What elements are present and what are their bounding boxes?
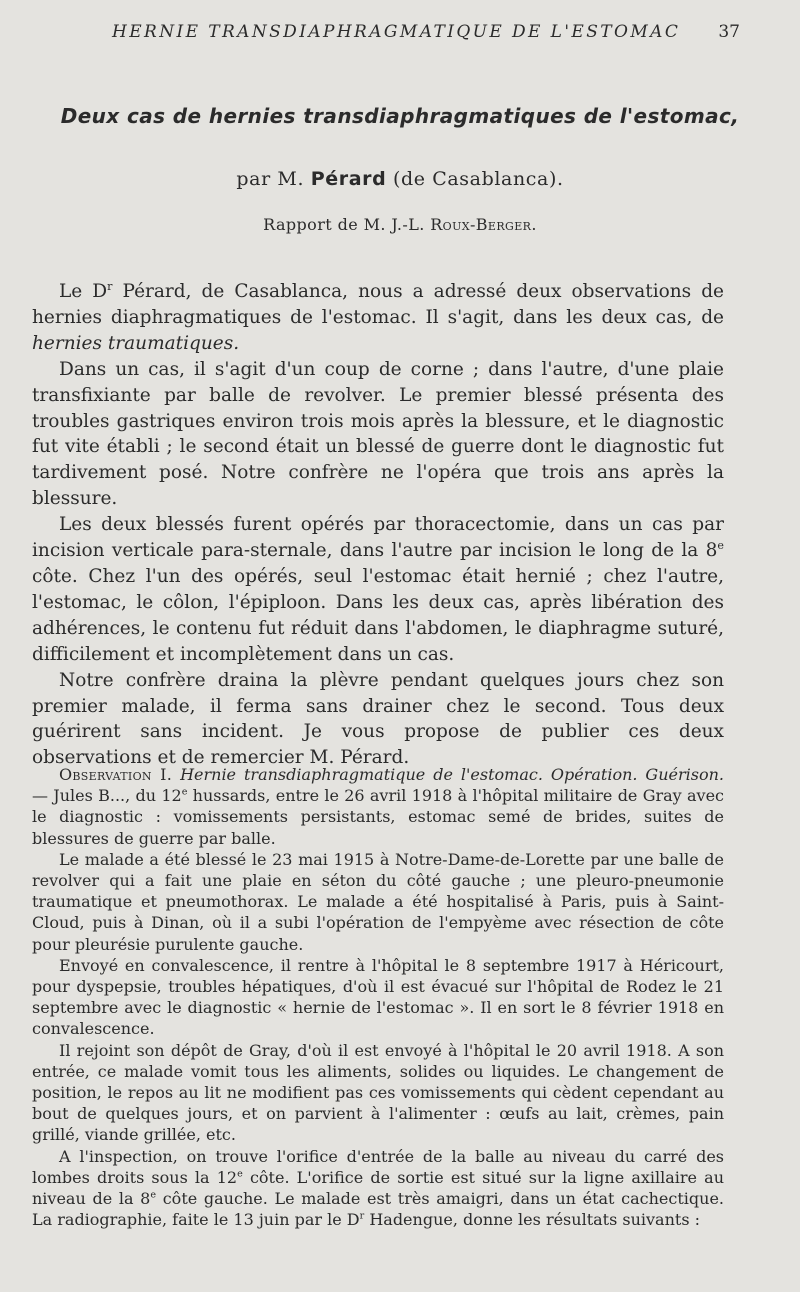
report-name: Roux-Berger. bbox=[430, 215, 537, 234]
observation-section bbox=[32, 764, 724, 1230]
page-number: 37 bbox=[718, 22, 740, 42]
paragraph: Les deux blessés furent opérés par thoracectomie, dans un cas par incision verticale para-sternale, dans l'autre par incision le long de la 8e côte. Chez l'un des opérés, seul l'estomac était hernié ; chez l'autre, l'estomac, le côlon, l'épiploon. Dans les deux cas, après libération des adhérences, le contenu fut réduit dans l'abdomen, le diaphragme suturé, difficilement et incomplètement dans un cas. bbox=[32, 514, 724, 665]
byline-author: Pérard bbox=[310, 168, 387, 190]
byline-suffix: (de Casablanca). bbox=[392, 168, 564, 190]
observation-paragraph: Envoyé en convalescence, il rentre à l'hôpital le 8 septembre 1917 à Héricourt, pour dyspepsie, troubles hépatiques, d'où il est évacué sur l'hôpital de Rodez le 21 septembre avec le diagnostic « hernie de l'estomac ». Il en sort le 8 février 1918 en convalescence. bbox=[32, 955, 724, 1039]
observation-heading: Observation I. bbox=[59, 765, 173, 784]
running-head bbox=[60, 22, 740, 42]
byline-prefix: par M. bbox=[236, 168, 305, 190]
report-line bbox=[0, 215, 800, 234]
observation-paragraph: Observation I. Hernie transdiaphragmatique de l'estomac. Opération. Guérison. — Jules B..., du 12e hussards, entre le 26 avril 1918 à l'hôpital militaire de Gray avec le diagnostic : vomissements persistants, estomac semé de brides, suites de blessures de guerre par balle. bbox=[32, 765, 724, 848]
report-prefix: Rapport de M. J.-L. bbox=[263, 215, 425, 234]
paragraph: Le $D^r$ Pérard, de Casablanca, nous a adressé deux observations de hernies diaphragmatiques de l'estomac. Il s'agit, dans les deux cas, de hernies traumatiques. bbox=[32, 279, 724, 354]
paragraph: Notre confrère draina la plèvre pendant quelques jours chez son premier malade, il ferma sans drainer chez le second. Tous deux guérirent sans incident. Je vous propose de publier ces deux observations et de remercier M. Pérard. bbox=[32, 669, 724, 769]
observation-title: Hernie transdiaphragmatique de l'estomac. Opération. Guérison. bbox=[180, 765, 724, 784]
byline bbox=[0, 168, 800, 190]
observation-paragraph: Il rejoint son dépôt de Gray, d'où il est envoyé à l'hôpital le 20 avril 1918. A son entrée, ce malade vomit tous les aliments, solides ou liquides. Le changement de position, le repos au lit ne modifient pas ces vomissements qui cèdent cependant au bout de quelques jours, et on parvient à l'alimenter : œufs au lait, crèmes, pain grillé, viande grillée, etc. bbox=[32, 1040, 724, 1145]
report-body bbox=[32, 279, 724, 771]
observation-paragraph: Le malade a été blessé le 23 mai 1915 à Notre-Dame-de-Lorette par une balle de revolver qui a fait une plaie en séton du côté gauche ; une pleuro-pneumonie traumatique et pneumothorax. Le malade a été hospitalisé à Paris, puis à Saint-Cloud, puis à Dinan, où il a subi l'opération de l'empyème avec résection de côte pour pleurésie purulente gauche. bbox=[32, 849, 724, 954]
article-title: Deux cas de hernies transdiaphragmatiques de l'estomac, bbox=[60, 104, 740, 128]
paragraph: Dans un cas, il s'agit d'un coup de corne ; dans l'autre, d'une plaie transfixiante par balle de revolver. Le premier blessé présenta des troubles gastriques environ trois mois après la blessure, et le diagnostic fut vite établi ; le second était un blessé de guerre dont le diagnostic fut tardivement posé. Notre confrère ne l'opéra que trois ans après la blessure. bbox=[32, 358, 724, 510]
observation-paragraph: A l'inspection, on trouve l'orifice d'entrée de la balle au niveau du carré des lombes droits sous la 12e côte. L'orifice de sortie est situé sur la ligne axillaire au niveau de la 8e côte gauche. Le malade est très amaigri, dans un état cachectique. La radiographie, faite le 13 juin par le $D^r$ Hadengue, donne les résultats suivants : bbox=[32, 1146, 725, 1230]
running-head-title: HERNIE TRANSDIAPHRAGMATIQUE DE L'ESTOMAC bbox=[112, 22, 681, 42]
